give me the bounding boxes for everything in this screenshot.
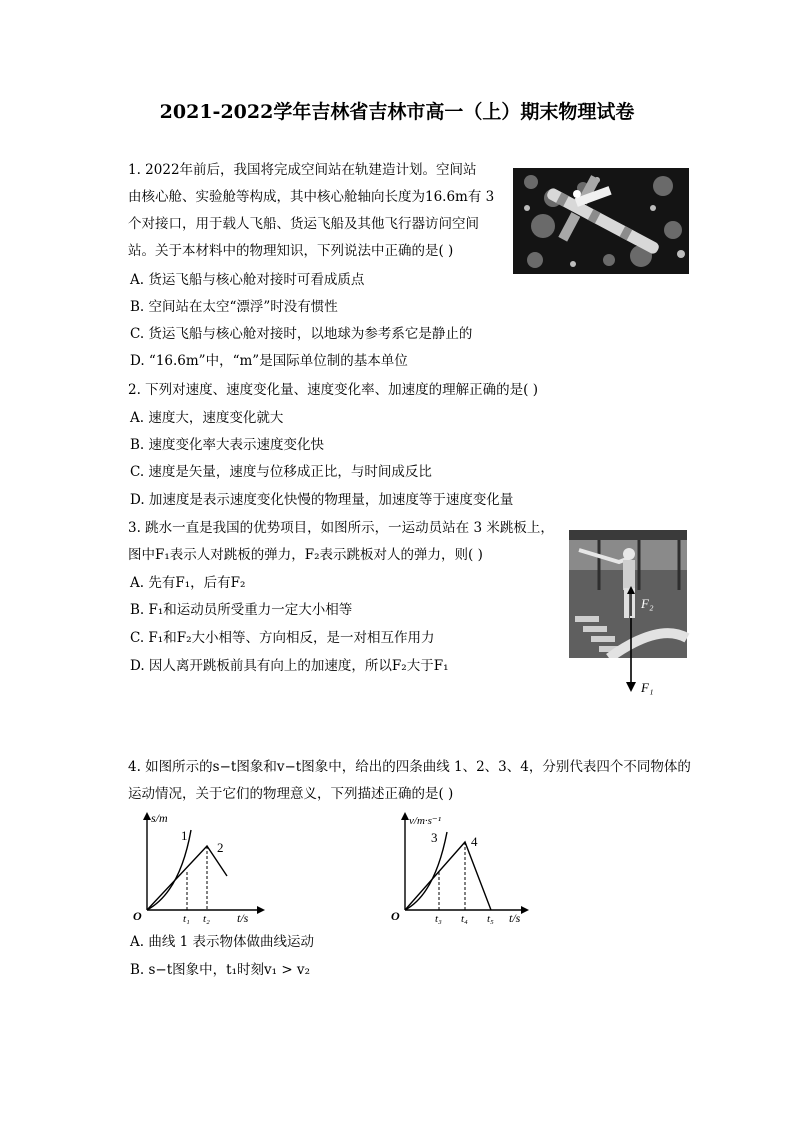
q3-stem-line: 图中F₁表示人对跳板的弹力，F₂表示跳板对人的弹力，则( ) xyxy=(128,547,483,563)
q1-option-d: D. “16.6m”中，“m”是国际单位制的基本单位 xyxy=(130,353,408,369)
diver-photo xyxy=(569,530,691,696)
q1-option-c: C. 货运飞船与核心舱对接时，以地球为参考系它是静止的 xyxy=(130,326,473,342)
st-origin: O xyxy=(133,909,142,923)
t1-label: t₁ xyxy=(183,913,190,925)
st-ylabel: s/m xyxy=(151,811,168,825)
t2-label: t₂ xyxy=(203,913,210,925)
q2-option-b: B. 速度变化率大表示速度变化快 xyxy=(130,437,325,453)
q3-option-b: B. F₁和运动员所受重力一定大小相等 xyxy=(130,602,353,618)
q3-option-a: A. 先有F₁，后有F₂ xyxy=(130,575,246,591)
q1-stem-line: 由核心舱、实验舱等构成，其中核心舱轴向长度为16.6m有 3 xyxy=(128,189,495,205)
v-t-graph xyxy=(383,810,533,925)
f1-label: F₁ xyxy=(641,680,654,695)
f2-label: F₂ xyxy=(641,596,654,611)
q1-stem-line: 站。关于本材料中的物理知识，下列说法中正确的是( ) xyxy=(128,243,454,259)
q1-stem-line: 1. 2022年前后，我国将完成空间站在轨建造计划。空间站 xyxy=(128,162,477,178)
q2-option-a: A. 速度大，速度变化就大 xyxy=(130,410,284,426)
s-t-graph xyxy=(125,810,265,925)
vt-xlabel: t/s xyxy=(509,911,521,925)
q1-option-a: A. 货运飞船与核心舱对接时可看成质点 xyxy=(130,272,365,288)
q3-stem-line: 3. 跳水一直是我国的优势项目，如图所示，一运动员站在 3 米跳板上， xyxy=(128,520,554,536)
q4-option-b: B. s−t图象中，t₁时刻v₁ > v₂ xyxy=(130,962,310,978)
q3-option-d: D. 因人离开跳板前具有向上的加速度，所以F₂大于F₁ xyxy=(130,658,449,674)
t3-label: t₃ xyxy=(435,913,442,925)
page-title: 2021-2022学年吉林省吉林市高一（上）期末物理试卷 xyxy=(159,101,635,123)
q1-stem-line: 个对接口，用于载人飞船、货运飞船及其他飞行器访问空间 xyxy=(128,216,479,232)
st-xlabel: t/s xyxy=(237,911,249,925)
curve-4-label: 4 xyxy=(471,834,478,849)
q4-stem-line: 4. 如图所示的s−t图象和v−t图象中，给出的四条曲线 1、2、3、4，分别代表四个不同物体的 xyxy=(128,759,691,775)
space-station-photo xyxy=(513,168,689,274)
curve-1-label: 1 xyxy=(181,828,188,843)
vt-origin: O xyxy=(391,909,400,923)
curve-3 xyxy=(405,832,447,910)
vt-ylabel: v/m·s⁻¹ xyxy=(409,815,442,827)
t5-label: t₅ xyxy=(487,913,494,925)
q2-option-d: D. 加速度是表示速度变化快慢的物理量，加速度等于速度变化量 xyxy=(130,492,514,508)
curve-3-label: 3 xyxy=(431,830,438,845)
q4-option-a: A. 曲线 1 表示物体做曲线运动 xyxy=(130,934,315,950)
q3-option-c: C. F₁和F₂大小相等、方向相反，是一对相互作用力 xyxy=(130,630,435,646)
q1-option-b: B. 空间站在太空“漂浮”时没有惯性 xyxy=(130,299,338,315)
curve-2-label: 2 xyxy=(217,840,224,855)
t4-label: t₄ xyxy=(461,913,468,925)
q2-stem: 2. 下列对速度、速度变化量、速度变化率、加速度的理解正确的是( ) xyxy=(128,382,538,398)
q4-stem-line: 运动情况，关于它们的物理意义，下列描述正确的是( ) xyxy=(128,786,454,802)
q2-option-c: C. 速度是矢量，速度与位移成正比，与时间成反比 xyxy=(130,464,432,480)
